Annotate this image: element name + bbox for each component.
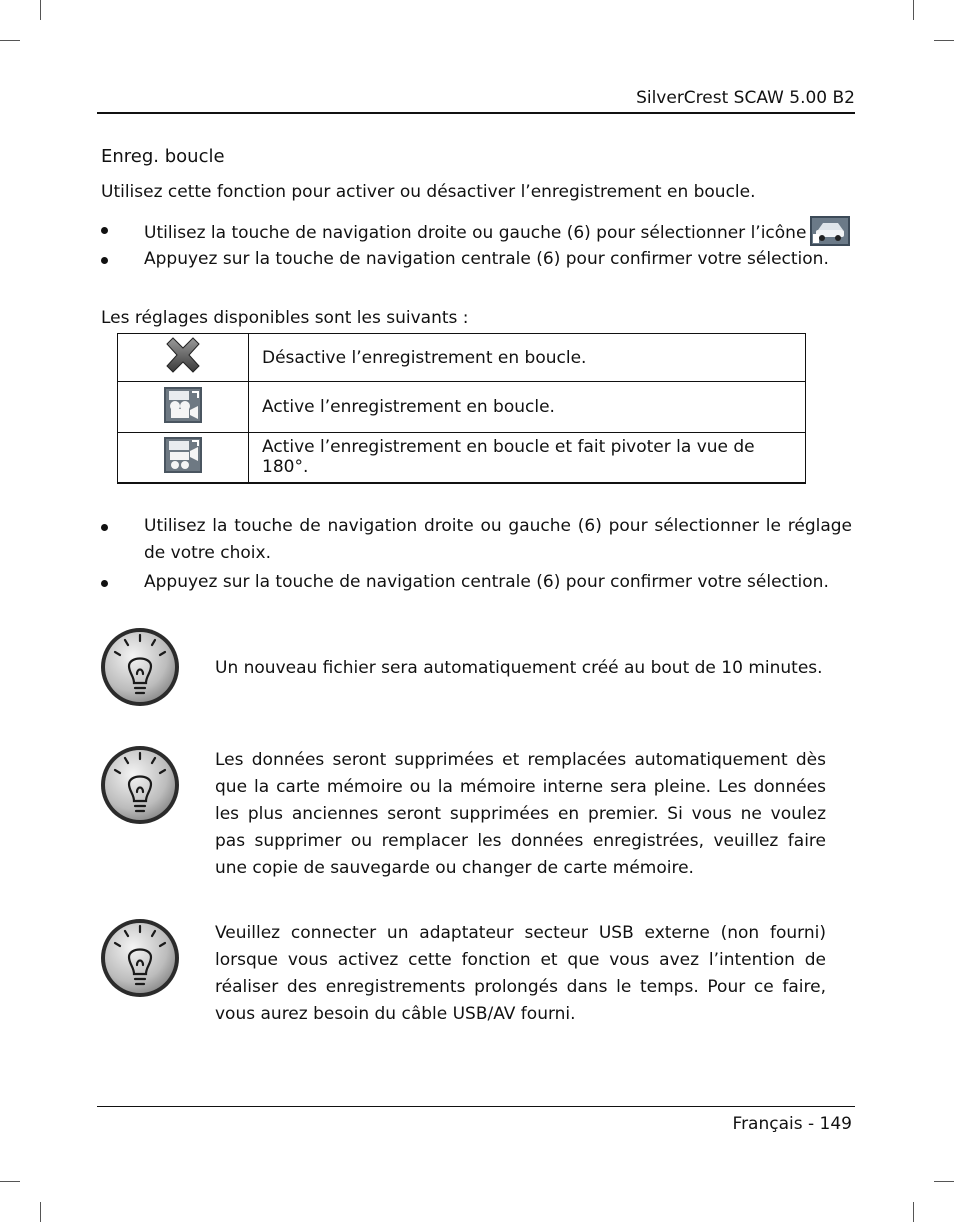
crop-mark [934,40,954,41]
table-cell-icon [118,382,249,433]
lightbulb-tip-icon [99,626,181,708]
loop-off-x-icon [163,359,203,379]
page-header: SilverCrest SCAW 5.00 B2 [636,88,855,108]
table-row [118,382,806,433]
bullet-icon [101,257,108,264]
crop-mark [913,1202,914,1222]
table-cell-icon [118,433,249,483]
step-text: Appuyez sur la touche de navigation centrale (6) pour confirmer votre sélection. [144,249,829,269]
bullet-icon [101,580,108,587]
note-text: Les données seront supprimées et remplacées automatiquement dès que la carte mémoire ou la mémoire interne sera pleine. Les données les plus anciennes seront supprimées en premier. Si vous ne voulez pas supprimer ou remplacer les données enregistrées, veuillez faire une copie de sauvegarde ou changer de carte mémoire. [215,750,826,878]
loop-on-camera-icon [164,408,202,428]
settings-table [117,333,806,484]
intro-paragraph: Utilisez cette fonction pour activer ou désactiver l’enregistrement en boucle. [101,182,756,202]
table-cell-icon [118,334,249,382]
table-cell-text: Désactive l’enregistrement en boucle. [249,334,806,382]
bullet-icon [101,227,108,234]
note-text: Un nouveau fichier sera automatiquement créé au bout de 10 minutes. [215,658,823,678]
section-title: Enreg. boucle [101,146,225,167]
crop-mark [0,1181,20,1182]
table-row [118,334,806,382]
step-text: Utilisez la touche de navigation droite ou gauche (6) pour sélectionner le réglage de votre choix. [144,516,852,563]
table-row [118,433,806,483]
page-footer: Français - 149 [732,1114,852,1134]
table-cell-text: Active l’enregistrement en boucle. [249,382,806,433]
crop-mark [40,1202,41,1222]
bullet-icon [101,524,108,531]
crop-mark [934,1181,954,1182]
step-text: Appuyez sur la touche de navigation centrale (6) pour confirmer votre sélection. [144,572,829,592]
header-rule [97,112,855,114]
settings-intro: Les réglages disponibles sont les suivants : [101,308,469,328]
crop-mark [0,40,20,41]
footer-rule [97,1106,855,1107]
crop-mark [913,0,914,20]
crop-mark [40,0,41,20]
note-text: Veuillez connecter un adaptateur secteur USB externe (non fourni) lorsque vous activez cette fonction et que vous avez l’intention de réaliser des enregistrements prolongés dans le temps. Pour ce faire, vous aurez besoin du câble USB/AV fourni. [215,923,826,1024]
step-text: Utilisez la touche de navigation droite ou gauche (6) pour sélectionner l’icône [144,223,807,243]
lightbulb-tip-icon [99,917,181,999]
loop-on-rotate-icon [164,458,202,478]
lightbulb-tip-icon [99,744,181,826]
table-cell-text: Active l’enregistrement en boucle et fait pivoter la vue de 180°. [249,433,806,483]
